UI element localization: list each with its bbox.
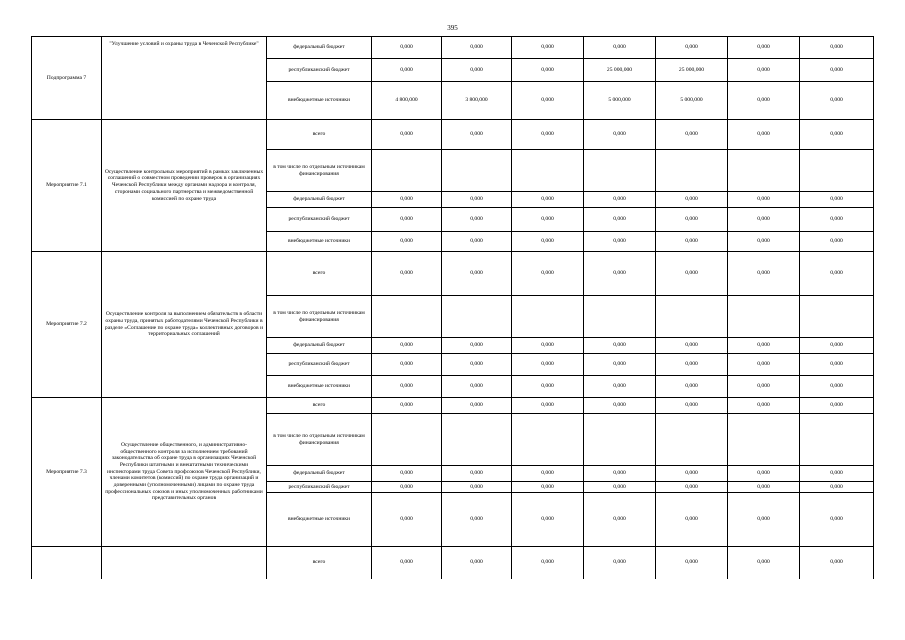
- value-cell: 0,000: [728, 82, 800, 120]
- value-cell: 0,000: [584, 482, 656, 493]
- value-cell: 0,000: [442, 354, 512, 376]
- page-number: 395: [447, 24, 458, 32]
- value-cell: [584, 150, 656, 192]
- value-cell: [728, 150, 800, 192]
- value-cell: 0,000: [584, 466, 656, 482]
- row-code: Подпрограмма 7: [32, 37, 102, 120]
- value-cell: 0,000: [728, 192, 800, 208]
- value-cell: 0,000: [512, 120, 584, 150]
- row-code: [32, 547, 102, 579]
- value-cell: [442, 150, 512, 192]
- value-cell: [372, 414, 442, 466]
- value-cell: [584, 296, 656, 338]
- value-cell: 0,000: [442, 493, 512, 547]
- value-cell: 0,000: [656, 37, 728, 59]
- funding-table: [31, 36, 874, 579]
- value-cell: 0,000: [442, 59, 512, 82]
- value-cell: [512, 150, 584, 192]
- value-cell: 0,000: [656, 208, 728, 232]
- value-cell: 0,000: [800, 398, 874, 414]
- value-cell: 0,000: [512, 208, 584, 232]
- value-cell: 0,000: [800, 252, 874, 296]
- value-cell: 0,000: [656, 354, 728, 376]
- value-cell: 5 000,000: [584, 82, 656, 120]
- value-cell: 0,000: [372, 354, 442, 376]
- value-cell: 0,000: [372, 338, 442, 354]
- value-cell: 0,000: [584, 252, 656, 296]
- value-cell: 0,000: [728, 37, 800, 59]
- value-cell: 0,000: [800, 59, 874, 82]
- source-label: федеральный бюджет: [267, 192, 372, 208]
- row-description: [102, 547, 267, 579]
- source-label: всего: [267, 547, 372, 579]
- value-cell: 0,000: [584, 37, 656, 59]
- value-cell: 0,000: [442, 37, 512, 59]
- value-cell: 0,000: [442, 120, 512, 150]
- value-cell: 0,000: [728, 547, 800, 579]
- value-cell: [442, 296, 512, 338]
- source-label: федеральный бюджет: [267, 37, 372, 59]
- value-cell: 0,000: [512, 547, 584, 579]
- value-cell: 0,000: [372, 547, 442, 579]
- value-cell: 0,000: [584, 547, 656, 579]
- value-cell: 0,000: [800, 208, 874, 232]
- source-label: республиканский бюджет: [267, 59, 372, 82]
- source-label: в том числе по отдельным источникам финансирования: [267, 150, 372, 192]
- value-cell: 0,000: [512, 493, 584, 547]
- value-cell: 0,000: [656, 192, 728, 208]
- value-cell: 0,000: [728, 252, 800, 296]
- value-cell: 0,000: [728, 59, 800, 82]
- value-cell: [800, 296, 874, 338]
- value-cell: 0,000: [442, 547, 512, 579]
- value-cell: 0,000: [372, 59, 442, 82]
- value-cell: [656, 414, 728, 466]
- value-cell: [800, 150, 874, 192]
- funding-table-body: [32, 37, 874, 579]
- value-cell: [728, 296, 800, 338]
- value-cell: 0,000: [728, 398, 800, 414]
- row-code: Мероприятие 7.1: [32, 120, 102, 252]
- value-cell: 0,000: [512, 37, 584, 59]
- table-row: [32, 37, 874, 59]
- value-cell: [800, 414, 874, 466]
- value-cell: 0,000: [728, 466, 800, 482]
- value-cell: 0,000: [584, 192, 656, 208]
- table-row: [32, 120, 874, 150]
- value-cell: 0,000: [512, 192, 584, 208]
- value-cell: 0,000: [800, 232, 874, 252]
- value-cell: 0,000: [584, 376, 656, 398]
- value-cell: [656, 150, 728, 192]
- value-cell: 5 000,000: [656, 82, 728, 120]
- value-cell: 0,000: [442, 252, 512, 296]
- value-cell: 0,000: [800, 37, 874, 59]
- value-cell: 4 800,000: [372, 82, 442, 120]
- value-cell: 0,000: [512, 232, 584, 252]
- row-description: "Улучшение условий и охраны труда в Чеченской Республике": [102, 37, 267, 120]
- value-cell: 25 000,000: [656, 59, 728, 82]
- value-cell: 0,000: [728, 482, 800, 493]
- value-cell: 0,000: [584, 354, 656, 376]
- value-cell: 0,000: [584, 493, 656, 547]
- source-label: республиканский бюджет: [267, 354, 372, 376]
- value-cell: 0,000: [372, 192, 442, 208]
- value-cell: 0,000: [800, 547, 874, 579]
- source-label: внебюджетные источники: [267, 82, 372, 120]
- value-cell: 0,000: [800, 466, 874, 482]
- value-cell: 0,000: [442, 232, 512, 252]
- value-cell: 0,000: [372, 208, 442, 232]
- value-cell: 0,000: [800, 482, 874, 493]
- value-cell: 0,000: [372, 120, 442, 150]
- value-cell: 0,000: [372, 466, 442, 482]
- value-cell: 0,000: [442, 192, 512, 208]
- value-cell: 0,000: [656, 547, 728, 579]
- value-cell: [584, 414, 656, 466]
- value-cell: 0,000: [584, 120, 656, 150]
- value-cell: 0,000: [656, 482, 728, 493]
- source-label: в том числе по отдельным источникам финансирования: [267, 414, 372, 466]
- value-cell: 0,000: [656, 232, 728, 252]
- value-cell: 0,000: [512, 482, 584, 493]
- table-row: [32, 398, 874, 414]
- value-cell: 0,000: [442, 338, 512, 354]
- value-cell: 0,000: [512, 338, 584, 354]
- source-label: республиканский бюджет: [267, 208, 372, 232]
- value-cell: 0,000: [584, 232, 656, 252]
- row-code: Мероприятие 7.3: [32, 398, 102, 547]
- value-cell: 0,000: [512, 398, 584, 414]
- source-label: федеральный бюджет: [267, 338, 372, 354]
- value-cell: 0,000: [442, 376, 512, 398]
- value-cell: 0,000: [442, 208, 512, 232]
- value-cell: [656, 296, 728, 338]
- value-cell: 0,000: [372, 398, 442, 414]
- row-description: Осуществление контрольных мероприятий в рамках заключенных соглашений о совместном проведении проверок в организациях Чеченской Республики между органами надзора и контроля, сторонами социального партнерства и межведомственной комиссией по охране труда: [102, 120, 267, 252]
- value-cell: 25 000,000: [584, 59, 656, 82]
- value-cell: 0,000: [584, 338, 656, 354]
- value-cell: [512, 414, 584, 466]
- value-cell: [442, 414, 512, 466]
- value-cell: 0,000: [728, 338, 800, 354]
- value-cell: 0,000: [442, 482, 512, 493]
- value-cell: 0,000: [372, 493, 442, 547]
- value-cell: 0,000: [656, 338, 728, 354]
- value-cell: 0,000: [656, 252, 728, 296]
- value-cell: 0,000: [656, 398, 728, 414]
- source-label: внебюджетные источники: [267, 232, 372, 252]
- value-cell: 0,000: [512, 252, 584, 296]
- value-cell: 0,000: [656, 493, 728, 547]
- value-cell: 0,000: [442, 466, 512, 482]
- value-cell: 0,000: [512, 82, 584, 120]
- row-description: Осуществление контроля за выполнением обязательств в области охраны труда, принятых работодателями Чеченской Республики в разделе «Соглашение по охране труда» коллективных договоров и территориальных соглашений: [102, 252, 267, 398]
- value-cell: 3 800,000: [442, 82, 512, 120]
- source-label: внебюджетные источники: [267, 493, 372, 547]
- value-cell: 0,000: [584, 208, 656, 232]
- value-cell: [372, 150, 442, 192]
- table-row: [32, 547, 874, 579]
- source-label: республиканский бюджет: [267, 482, 372, 493]
- source-label: всего: [267, 398, 372, 414]
- source-label: федеральный бюджет: [267, 466, 372, 482]
- value-cell: 0,000: [584, 398, 656, 414]
- source-label: внебюджетные источники: [267, 376, 372, 398]
- value-cell: 0,000: [800, 82, 874, 120]
- value-cell: 0,000: [800, 354, 874, 376]
- value-cell: 0,000: [728, 120, 800, 150]
- source-label: в том числе по отдельным источникам финансирования: [267, 296, 372, 338]
- value-cell: 0,000: [800, 338, 874, 354]
- value-cell: 0,000: [372, 482, 442, 493]
- value-cell: 0,000: [512, 376, 584, 398]
- value-cell: 0,000: [656, 120, 728, 150]
- value-cell: 0,000: [800, 376, 874, 398]
- value-cell: 0,000: [512, 354, 584, 376]
- value-cell: 0,000: [728, 232, 800, 252]
- value-cell: 0,000: [442, 398, 512, 414]
- value-cell: 0,000: [512, 466, 584, 482]
- value-cell: 0,000: [656, 466, 728, 482]
- value-cell: 0,000: [512, 59, 584, 82]
- value-cell: 0,000: [728, 354, 800, 376]
- row-description: Осуществление общественного, и административно-общественного контроля за исполнением требований законодательства об охране труда в организациях Чеченской Республики штатными и внештатными техническими инспекторами труда Совета профсоюзов Чеченской Республики, членами комитетов (комиссий) по охране труда организаций и доверенными (уполномоченными) лицами по охране труда профессиональных союзов и иных уполномоченных работниками представительных органов: [102, 398, 267, 547]
- value-cell: 0,000: [800, 120, 874, 150]
- value-cell: 0,000: [800, 493, 874, 547]
- value-cell: 0,000: [800, 192, 874, 208]
- value-cell: 0,000: [372, 232, 442, 252]
- value-cell: 0,000: [372, 37, 442, 59]
- value-cell: 0,000: [728, 493, 800, 547]
- value-cell: 0,000: [656, 376, 728, 398]
- value-cell: [372, 296, 442, 338]
- source-label: всего: [267, 252, 372, 296]
- source-label: всего: [267, 120, 372, 150]
- value-cell: 0,000: [372, 376, 442, 398]
- row-code: Мероприятие 7.2: [32, 252, 102, 398]
- value-cell: 0,000: [728, 208, 800, 232]
- value-cell: 0,000: [372, 252, 442, 296]
- table-row: [32, 252, 874, 296]
- value-cell: [728, 414, 800, 466]
- value-cell: 0,000: [728, 376, 800, 398]
- value-cell: [512, 296, 584, 338]
